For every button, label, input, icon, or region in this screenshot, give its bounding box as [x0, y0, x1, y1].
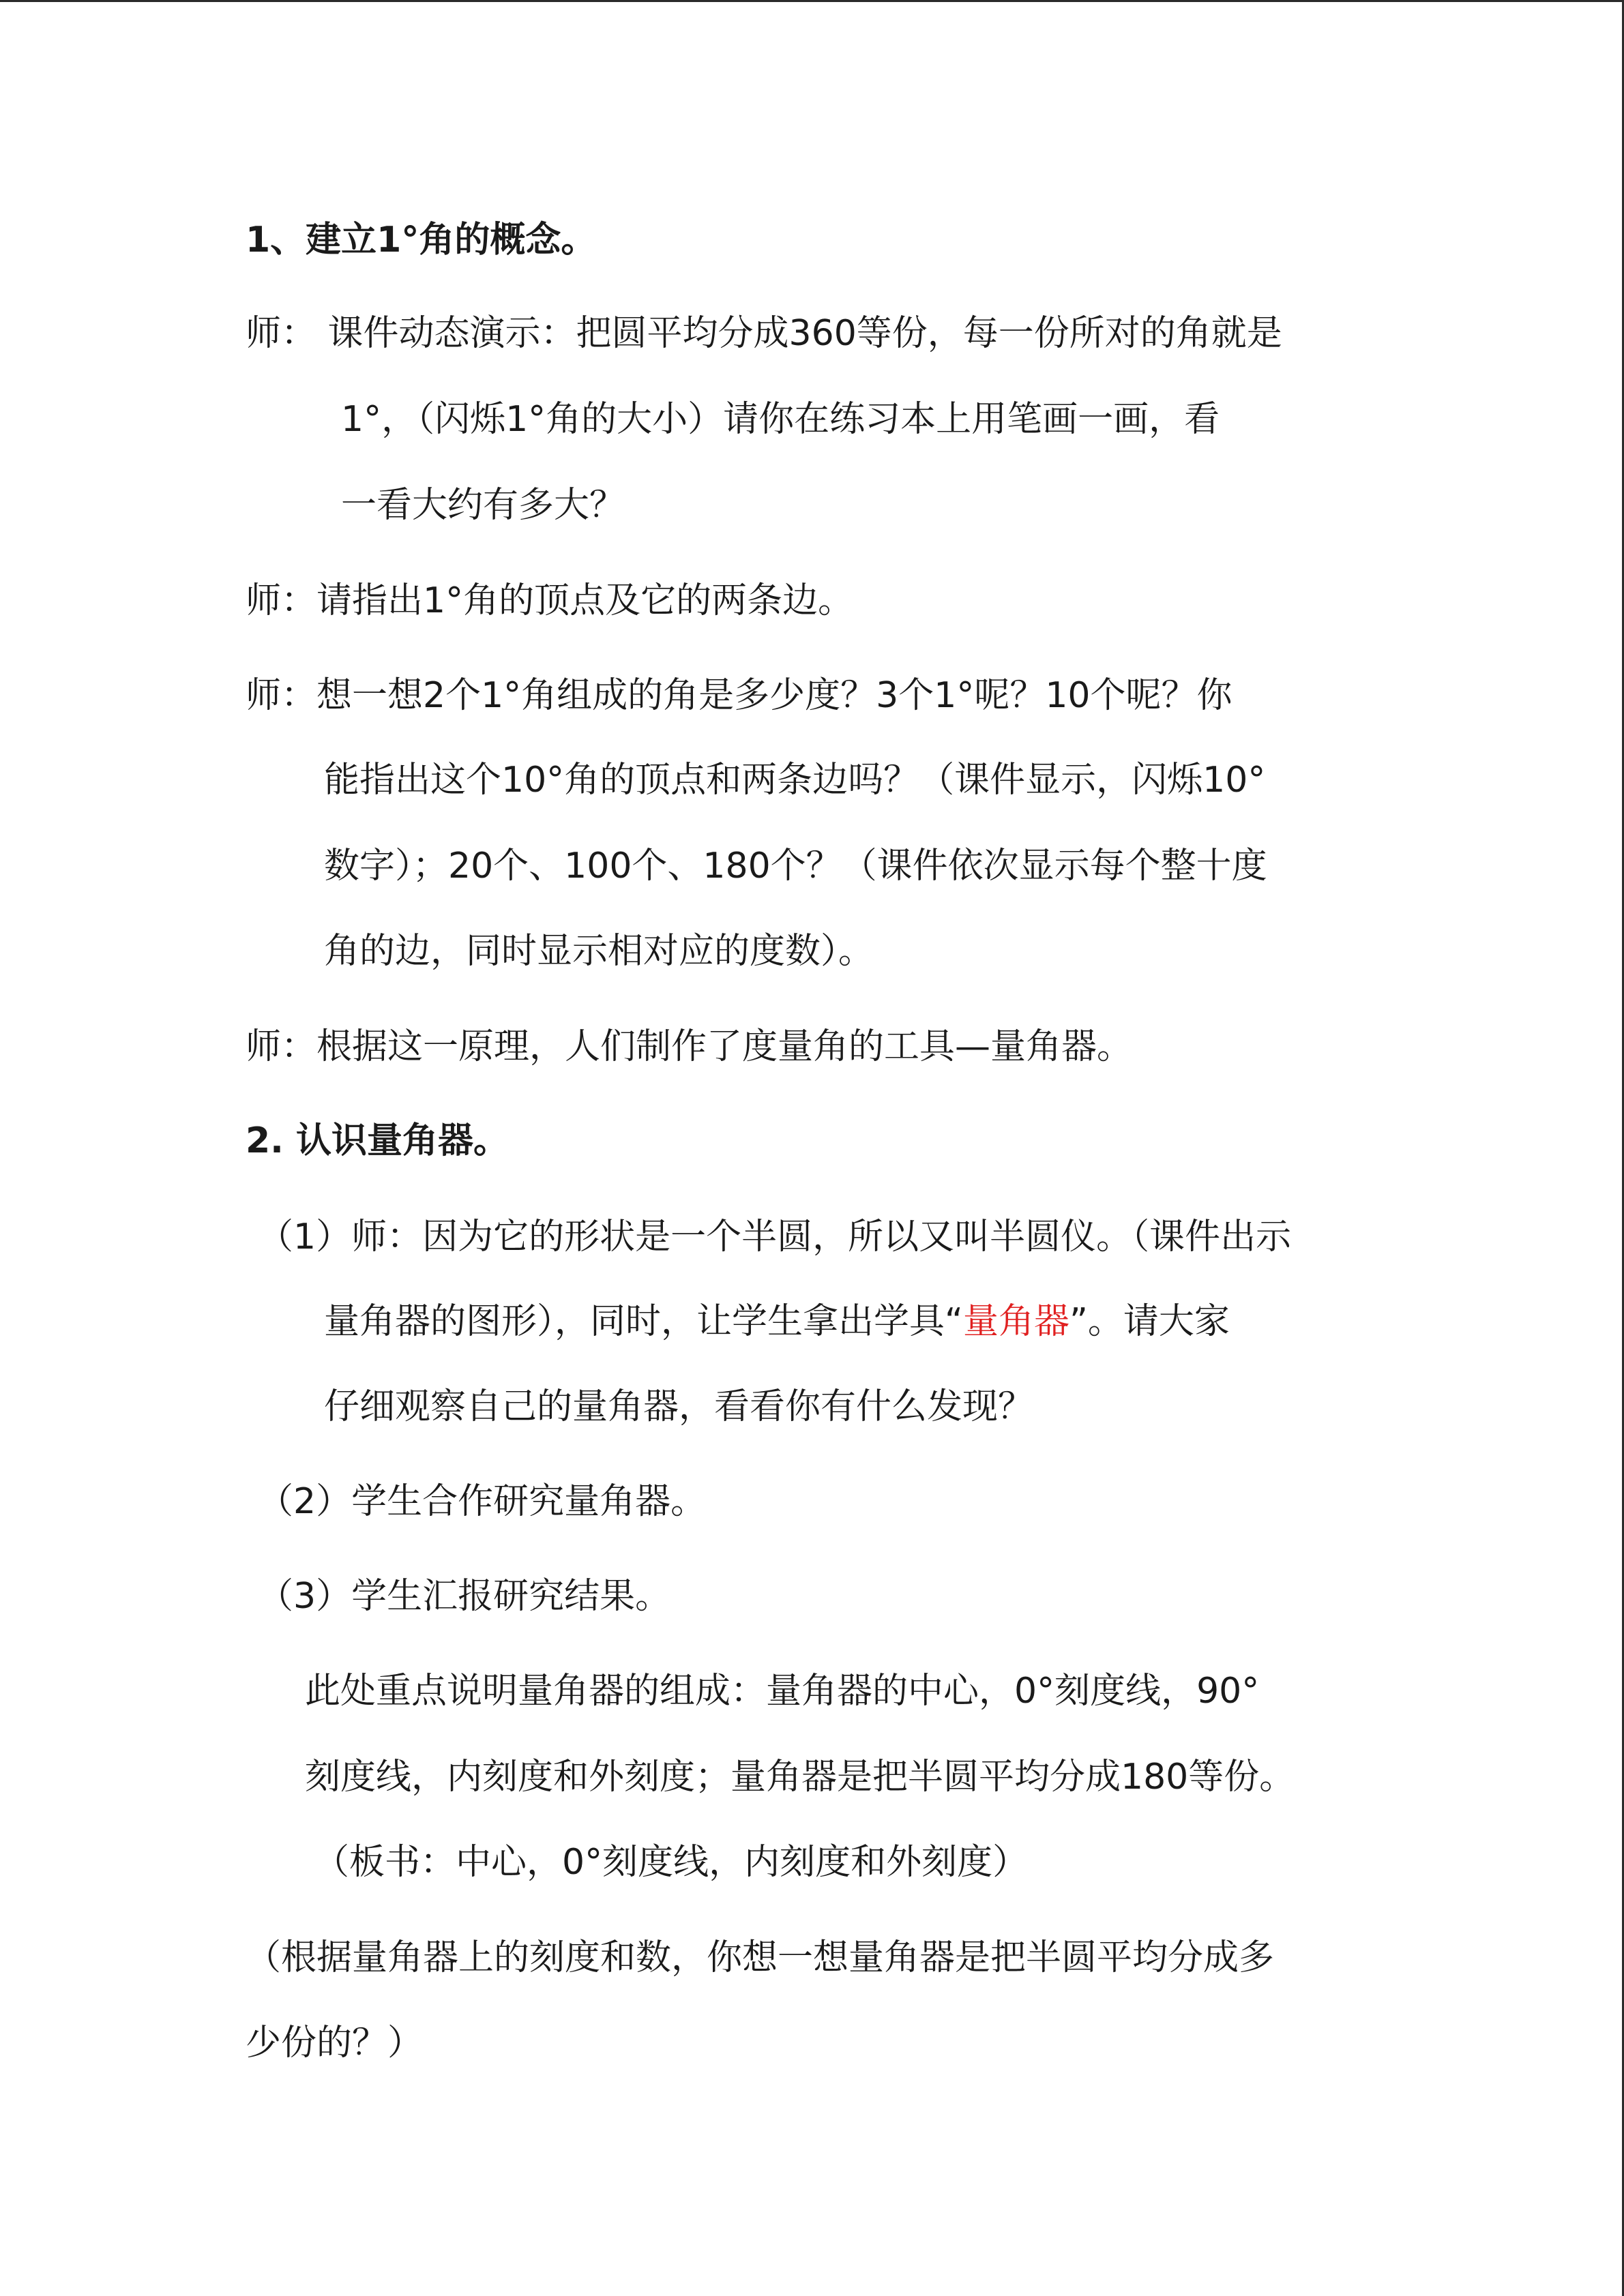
- list-item: （2）学生合作研究量角器。: [258, 1481, 707, 1522]
- paragraph-line: 能指出这个10°角的顶点和两条边吗？（课件显示，闪烁10°: [324, 760, 1266, 801]
- list-item-line: 仔细观察自己的量角器，看看你有什么发现？: [324, 1386, 1034, 1427]
- section1-heading: 1、建立1°角的概念。: [246, 220, 597, 260]
- list-item: （1）师：因为它的形状是一个半圆，所以又叫半圆仪。（课件出示: [258, 1217, 1292, 1257]
- question-line: （根据量角器上的刻度和数，你想一想量角器是把半圆平均分成多: [246, 1937, 1275, 1978]
- page-top-border: [0, 0, 1624, 2]
- section2-heading: 2. 认识量角器。: [246, 1120, 510, 1161]
- paragraph-line: 1°，（闪烁1°角的大小）请你在练习本上用笔画一画，看: [341, 399, 1220, 440]
- paragraph-line: 一看大约有多大？: [341, 485, 625, 526]
- text-before-highlight: 量角器的图形），同时，让学生拿出学具“: [324, 1301, 963, 1342]
- list-item: （3）学生汇报研究结果。: [258, 1576, 671, 1617]
- note-line: 此处重点说明量角器的组成：量角器的中心，0°刻度线，90°: [305, 1671, 1260, 1712]
- note-line: （板书：中心，0°刻度线，内刻度和外刻度）: [314, 1842, 1029, 1883]
- paragraph-line: 师：根据这一原理，人们制作了度量角的工具—量角器。: [246, 1026, 1133, 1067]
- paragraph-line: 师： 课件动态演示：把圆平均分成360等份，每一份所对的角就是: [246, 313, 1282, 354]
- paragraph-line: 师：想一想2个1°角组成的角是多少度？3个1°呢？10个呢？你: [246, 675, 1232, 716]
- highlighted-term: 量角器: [962, 1301, 1069, 1342]
- paragraph-line: 数字）；20个、100个、180个？（课件依次显示每个整十度: [324, 846, 1267, 886]
- text-after-highlight: ”。请大家: [1069, 1301, 1230, 1342]
- paragraph-line: 角的边，同时显示相对应的度数）。: [324, 931, 874, 972]
- note-line: 刻度线，内刻度和外刻度；量角器是把半圆平均分成180等份。: [305, 1757, 1295, 1798]
- paragraph-line: 师：请指出1°角的顶点及它的两条边。: [246, 580, 854, 621]
- list-item-line: [324, 1301, 1230, 1342]
- question-line: 少份的？）: [246, 2023, 424, 2063]
